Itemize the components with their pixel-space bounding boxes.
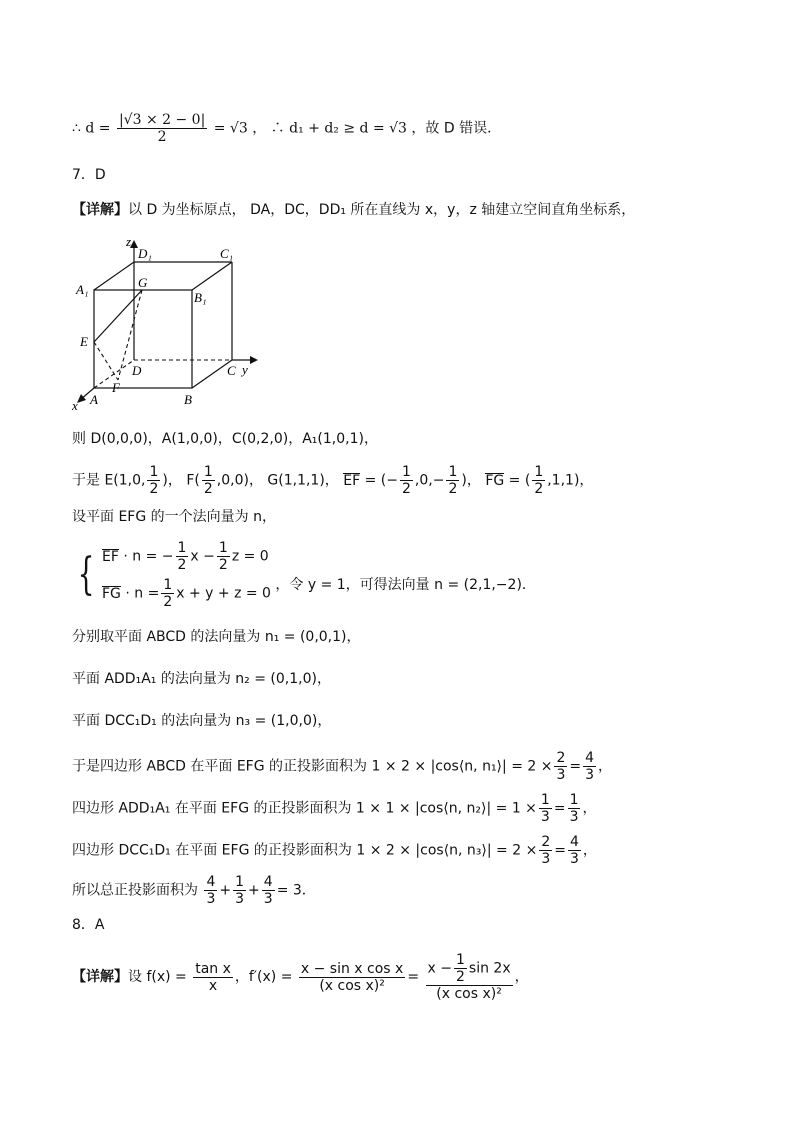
q8-frac-d	[299, 961, 405, 994]
frac-num: 1	[235, 874, 245, 890]
distance-result: = √3 ，	[213, 120, 267, 137]
frac-den: 2	[455, 969, 465, 986]
q8-post: ，	[514, 969, 529, 986]
question-7-intro	[72, 203, 635, 217]
proj2-frac2	[568, 792, 581, 825]
row1-b: x −	[190, 548, 215, 565]
frac-F	[202, 464, 215, 497]
vector-FG: FG	[485, 472, 505, 489]
frac-den: 2	[448, 481, 458, 498]
frac-den: 2	[218, 557, 228, 574]
label-G: G	[138, 275, 148, 290]
frac-num: 1	[540, 792, 550, 808]
proj2-pre: 四边形 ADD₁A₁ 在平面 EFG 的正投影面积为 1 × 1 × |cos⟨n, n₂⟩| = 1 ×	[72, 800, 537, 817]
frac-den: 3	[585, 767, 595, 784]
frac-num: 4	[569, 834, 579, 850]
cube-figure	[70, 232, 270, 412]
system-block	[72, 540, 271, 610]
vector-EF-mid: ,0,−	[414, 472, 445, 489]
proj1-frac1	[554, 750, 567, 783]
label-y: y	[242, 362, 248, 377]
frac-den: 2	[402, 481, 411, 498]
frac-EF1	[400, 464, 413, 497]
frac-den: 2	[534, 481, 544, 498]
proj3-frac2	[568, 834, 581, 867]
normal-result: ，令 y = 1，可得法向量 n = (2,1,−2)．	[275, 577, 536, 594]
proj2-eq: =	[553, 800, 566, 817]
frac-den: 3	[541, 851, 551, 868]
total-area	[72, 874, 316, 907]
frac-num: 1	[163, 577, 173, 594]
proj3-eq: =	[554, 842, 566, 859]
proj1-eq: =	[569, 758, 582, 775]
label-A: A	[90, 392, 98, 407]
frac-den: 3	[556, 767, 566, 784]
proj2-post: ，	[582, 800, 597, 817]
frac-den: 3	[206, 891, 216, 908]
label-B1: B₁	[194, 290, 207, 305]
distance-denominator: 2	[157, 129, 167, 146]
point-E-close: )，	[162, 472, 182, 489]
vector-FG-open: = (	[504, 472, 531, 489]
total-frac-c	[262, 874, 275, 907]
frac-EF2	[446, 464, 459, 497]
vector-EF-close: )，	[461, 472, 481, 489]
label-C1: C₁	[220, 246, 234, 261]
distance-inequality: ∴ d₁ + d₂ ≥ d = √3	[270, 120, 407, 137]
row2-b: x + y + z = 0	[176, 585, 271, 602]
label-F: F	[112, 380, 120, 395]
label-D1: D₁	[138, 246, 152, 261]
label-A1: A₁	[76, 282, 89, 297]
frac-den: x	[208, 977, 218, 994]
total-frac-a	[204, 874, 217, 907]
frac-num: 1	[402, 464, 411, 480]
label-z: z	[126, 234, 132, 249]
projection-dcc1d1	[72, 834, 597, 867]
point-G: G(1,1,1)，	[267, 472, 339, 489]
frac-num: x − sin x cos x	[300, 960, 404, 977]
system-rows	[102, 540, 271, 610]
frac-num: 1	[448, 464, 458, 480]
q8-frac-f	[193, 961, 233, 994]
frac-den: 3	[569, 809, 579, 826]
question-7-label: 7．D	[72, 167, 106, 183]
proj3-frac1	[539, 834, 552, 867]
distance-line	[72, 112, 501, 145]
proj1-frac2	[583, 750, 596, 783]
proj3-post: ，	[582, 842, 597, 859]
proj2-frac1	[539, 792, 552, 825]
row2-frac	[161, 577, 174, 610]
frac-num: 1	[569, 792, 579, 808]
e-num-pre: x −	[427, 960, 452, 977]
question-8-detail	[72, 952, 529, 1002]
system-row-2	[102, 577, 271, 610]
distance-prefix: ∴ d =	[72, 120, 111, 137]
row1-frac2	[217, 540, 230, 573]
frac-num: 2	[556, 750, 566, 766]
frac-den: 3	[569, 851, 579, 868]
q8-frac-e-num	[426, 952, 513, 986]
normal-intro: 设平面 EFG 的一个法向量为 n，	[72, 509, 276, 525]
intro-text: 以 D 为坐标原点， DA，DC，DD₁ 所在直线为 x，y，z 轴建立空间直角坐标系，	[128, 202, 636, 218]
detail-tag: 【详解】	[72, 969, 128, 986]
points-prefix: 于是	[72, 472, 105, 489]
normal-n2: 平面 ADD₁A₁ 的法向量为 n₂ = (0,1,0)，	[72, 671, 331, 687]
question-8-label: 8．A	[72, 917, 105, 933]
frac-num: 4	[263, 874, 273, 890]
coords-line: 则 D(0,0,0)，A(1,0,0)，C(0,2,0)，A₁(1,0,1)，	[72, 431, 378, 447]
detail-tag: 【详解】	[72, 202, 128, 218]
total-frac-b	[233, 874, 246, 907]
frac-E	[147, 464, 160, 497]
row1-frac1	[176, 540, 189, 573]
frac-num: tan x	[195, 960, 231, 977]
label-B: B	[184, 392, 192, 407]
frac-num: 1	[534, 464, 544, 480]
frac-num: 1	[203, 464, 213, 480]
row1-a: · n = −	[118, 548, 174, 565]
distance-fraction	[117, 112, 207, 145]
vector-EF: EF	[343, 472, 361, 489]
frac-den: 2	[163, 594, 173, 611]
frac-num: 4	[585, 750, 595, 766]
frac-den: 3	[263, 891, 273, 908]
frac-den: 2	[149, 481, 159, 498]
q8-pre: 设 f(x) =	[128, 969, 187, 986]
total-plus2: +	[248, 882, 260, 899]
q8-eq: =	[407, 969, 420, 986]
projection-abcd	[72, 750, 612, 783]
total-post: = 3．	[276, 882, 316, 899]
point-F: F(	[186, 472, 200, 489]
brace-icon: {	[77, 549, 95, 601]
frac-den: 3	[235, 891, 245, 908]
vec-EF: EF	[102, 548, 119, 565]
point-F-close: ,0,0)，	[216, 472, 263, 489]
normal-n1: 分别取平面 ABCD 的法向量为 n₁ = (0,0,1)，	[72, 629, 361, 645]
frac-den: 2	[203, 481, 213, 498]
point-E: E(1,0,	[104, 472, 146, 489]
frac-FG	[532, 464, 545, 497]
distance-conclusion: ，故 D 错误．	[411, 120, 502, 137]
total-plus1: +	[219, 882, 232, 899]
frac-num: 1	[455, 952, 465, 968]
row1-c: z = 0	[231, 548, 269, 565]
proj1-post: ，	[598, 758, 613, 775]
vector-EF-open: = (−	[360, 472, 398, 489]
label-x: x	[72, 398, 78, 412]
frac-num: 4	[206, 874, 216, 890]
total-pre: 所以总正投影面积为	[72, 882, 198, 899]
frac-num: 1	[218, 540, 228, 556]
frac-num: 1	[149, 464, 159, 480]
frac-den: 3	[540, 809, 550, 826]
equation-system	[72, 540, 536, 610]
label-D: D	[132, 363, 142, 378]
points-line	[72, 464, 593, 497]
system-row-1	[102, 540, 271, 573]
proj1-pre: 于是四边形 ABCD 在平面 EFG 的正投影面积为 1 × 2 × |cos⟨n, n₁⟩| = 2 ×	[72, 758, 553, 775]
label-E: E	[80, 334, 88, 349]
proj3-pre: 四边形 DCC₁D₁ 在平面 EFG 的正投影面积为 1 × 2 × |cos⟨n, n₃⟩| = 2 ×	[72, 842, 538, 859]
row2-a: · n =	[120, 585, 160, 602]
frac-den: 2	[177, 557, 187, 574]
e-num-half	[454, 952, 467, 985]
q8-frac-e	[426, 952, 513, 1002]
normal-n3: 平面 DCC₁D₁ 的法向量为 n₃ = (1,0,0)，	[72, 713, 332, 729]
vector-FG-close: ,1,1)，	[547, 472, 594, 489]
frac-num: 2	[541, 834, 551, 850]
q8-mid: ，f′(x) =	[234, 969, 293, 986]
frac-num: 1	[177, 540, 187, 556]
distance-numerator: |√3 × 2 − 0|	[118, 112, 206, 128]
label-C: C	[227, 363, 236, 378]
projection-add1a1	[72, 792, 596, 825]
e-num-post: sin 2x	[468, 960, 511, 977]
vec-FG: FG	[102, 585, 121, 602]
frac-den: (x cos x)²	[436, 986, 502, 1003]
frac-den: (x cos x)²	[319, 977, 385, 994]
